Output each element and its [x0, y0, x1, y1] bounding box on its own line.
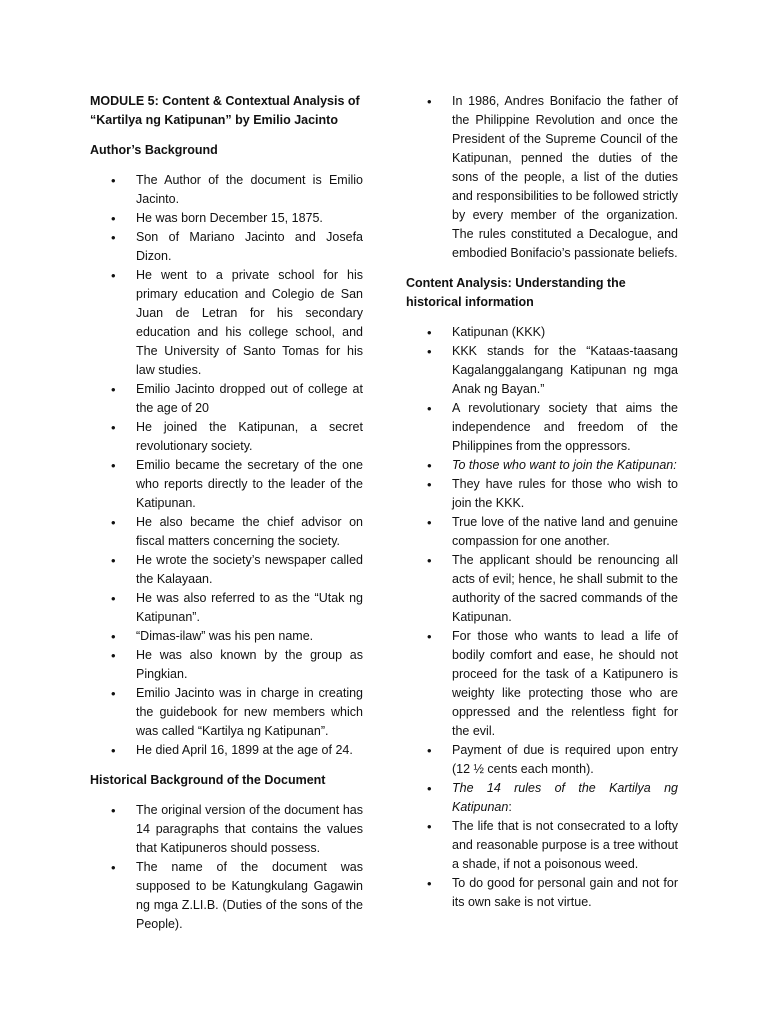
historical-background-list [90, 801, 363, 934]
list-item: • To those who want to join the Katipunan: [406, 456, 678, 475]
list-item: • He was born December 15, 1875. [90, 209, 363, 228]
list-item: • In 1986, Andres Bonifacio the father of the Philippine Revolution and once the President of the Supreme Council of the Katipunan, penned the duties of the sons of the people, a list of the duties and responsibilities to be followed strictly by every member of the organization. The rules constituted a Decalogue, and embodied Bonifacio’s passionate beliefs. [406, 92, 678, 263]
list-item: • Emilio Jacinto dropped out of college at the age of 20 [90, 380, 363, 418]
list-item: • Katipunan (KKK) [406, 323, 678, 342]
author-background-list [90, 171, 363, 760]
list-item: • He went to a private school for his primary education and Colegio de San Juan de Letran for his secondary education and his college school, and The University of Santo Tomas for his law studies. [90, 266, 363, 380]
bonifacio-list [406, 92, 678, 263]
list-item: • The original version of the document has 14 paragraphs that contains the values that Katipuneros should possess. [90, 801, 363, 858]
list-item: • The life that is not consecrated to a lofty and reasonable purpose is a tree without a shade, if not a poisonous weed. [406, 817, 678, 874]
list-item: • He died April 16, 1899 at the age of 24. [90, 741, 363, 760]
rules-label: The 14 rules of the Kartilya ng Katipunan [452, 781, 678, 814]
list-item: • The name of the document was supposed to be Katungkulang Gagawin ng mga Z.LI.B. (Duties of the sons of the People). [90, 858, 363, 934]
author-background-heading: Author’s Background [90, 143, 218, 157]
list-item: • He wrote the society’s newspaper called the Kalayaan. [90, 551, 363, 589]
list-item: • For those who wants to lead a life of bodily comfort and ease, he should not proceed for the task of a Katipunero is weighty like protecting those who are oppressed and the relentless fight for the evil. [406, 627, 678, 741]
content-analysis-list [406, 323, 678, 912]
list-item: • Payment of due is required upon entry (12 ½ cents each month). [406, 741, 678, 779]
list-item [406, 779, 678, 817]
list-item: • A revolutionary society that aims the independence and freedom of the Philippines from the oppressors. [406, 399, 678, 456]
list-item: • KKK stands for the “Kataas-taasang Kagalanggalangang Katipunan ng mga Anak ng Bayan.” [406, 342, 678, 399]
list-item: • He was also known by the group as Pingkian. [90, 646, 363, 684]
historical-background-heading: Historical Background of the Document [90, 773, 326, 787]
list-item: • He was also referred to as the “Utak ng Katipunan”. [90, 589, 363, 627]
list-item: • Son of Mariano Jacinto and Josefa Dizon. [90, 228, 363, 266]
list-item: • Emilio became the secretary of the one who reports directly to the leader of the Katipunan. [90, 456, 363, 513]
list-item: • “Dimas-ilaw” was his pen name. [90, 627, 363, 646]
module-title-line1: MODULE 5: Content & Contextual Analysis of [90, 94, 360, 108]
list-item: • The Author of the document is Emilio Jacinto. [90, 171, 363, 209]
list-item: • Emilio Jacinto was in charge in creating the guidebook for new members which was called “Kartilya ng Katipunan”. [90, 684, 363, 741]
left-column [90, 92, 363, 945]
module-title-line2: “Kartilya ng Katipunan” by Emilio Jacinto [90, 113, 338, 127]
list-item: • To do good for personal gain and not for its own sake is not virtue. [406, 874, 678, 912]
list-item: • He also became the chief advisor on fiscal matters concerning the society. [90, 513, 363, 551]
content-analysis-heading: Content Analysis: Understanding the historical information [406, 276, 626, 309]
list-item: • The applicant should be renouncing all acts of evil; hence, he shall submit to the authority of the sacred commands of the Katipunan. [406, 551, 678, 627]
list-item: • He joined the Katipunan, a secret revolutionary society. [90, 418, 363, 456]
right-column [406, 92, 678, 923]
list-item: • True love of the native land and genuine compassion for one another. [406, 513, 678, 551]
list-item: • They have rules for those who wish to join the KKK. [406, 475, 678, 513]
module-title [90, 92, 363, 130]
rules-colon: : [508, 800, 512, 814]
